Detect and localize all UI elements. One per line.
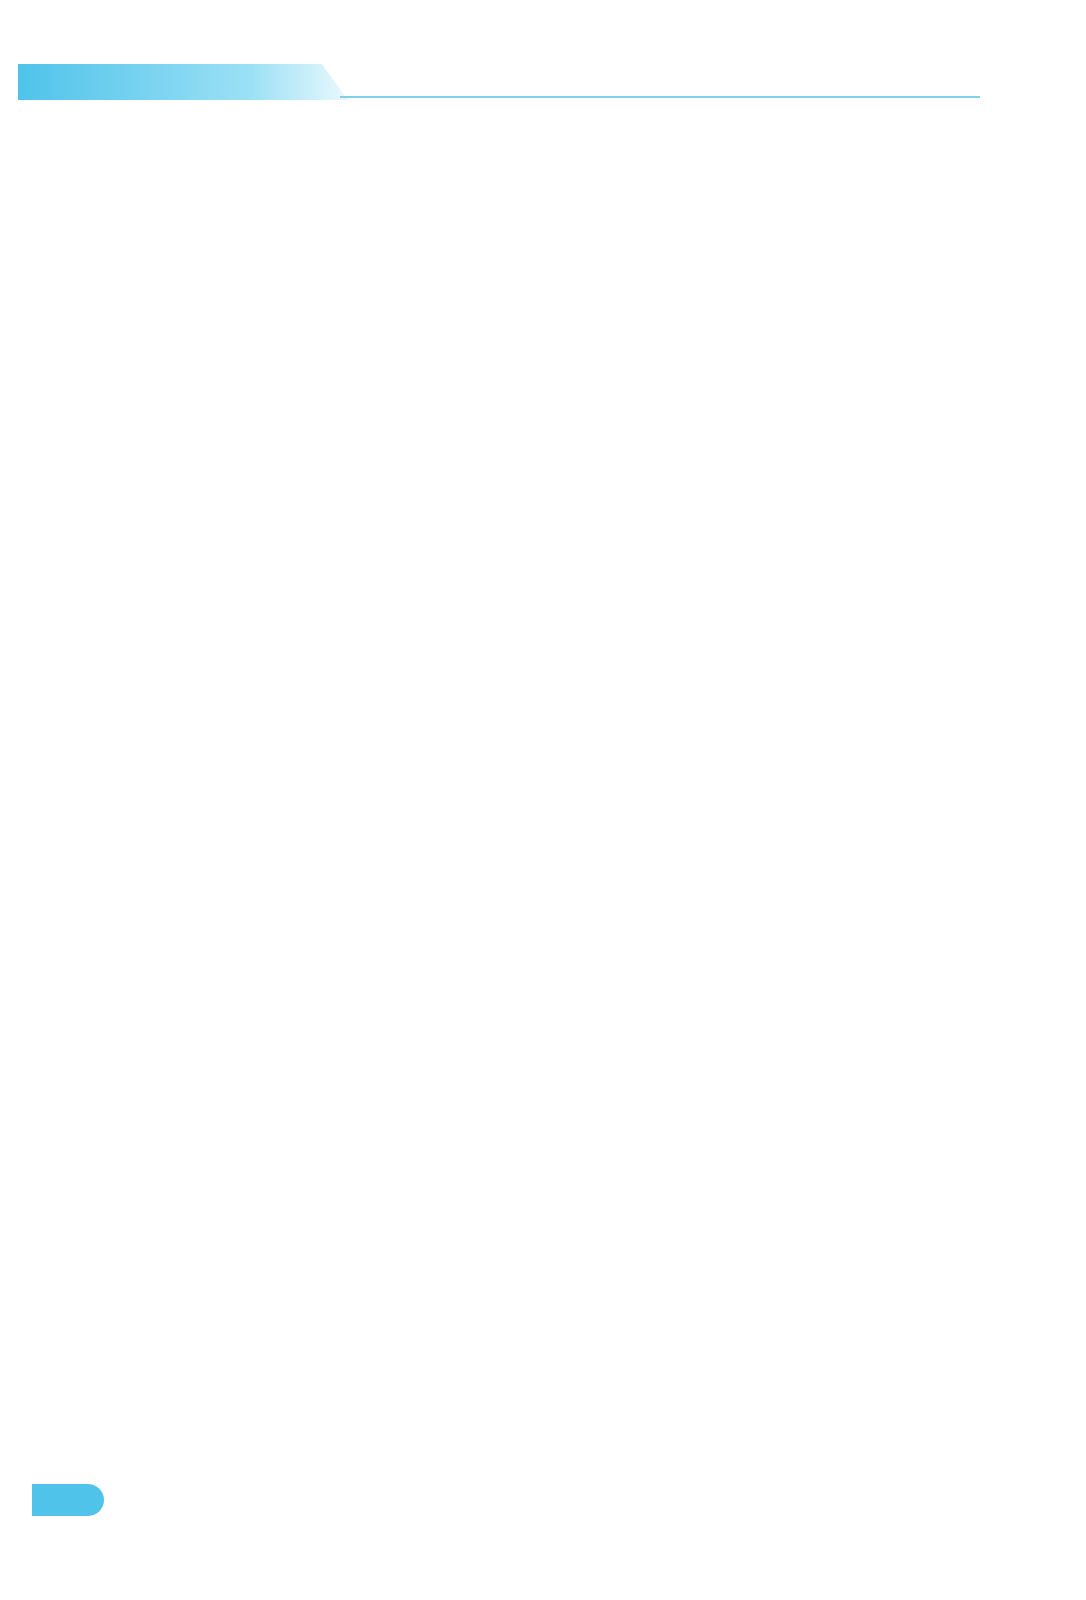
chart-2-svg — [660, 662, 1000, 858]
header-rule — [340, 96, 980, 98]
page-number — [32, 1484, 104, 1516]
watermark-logo — [870, 1480, 1070, 1590]
header-band — [18, 64, 348, 100]
chart-3-svg — [612, 1068, 1072, 1358]
chart-1-svg — [660, 392, 1000, 592]
